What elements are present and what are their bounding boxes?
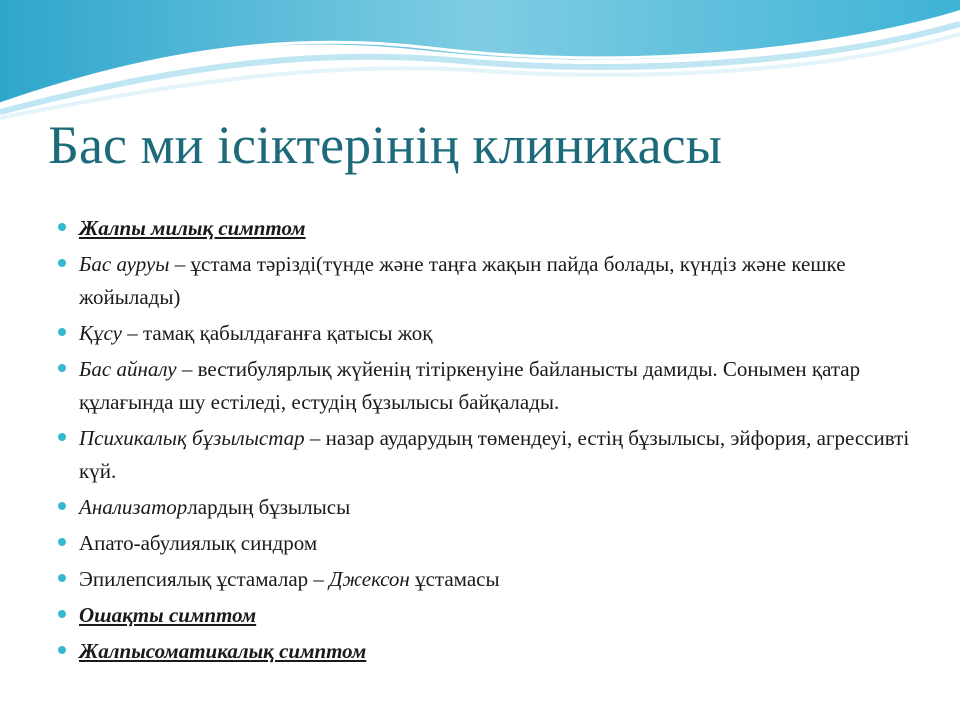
bullet-text: – вестибулярлық жүйенің тітіркенуіне байланысты дамиды. Сонымен қатар құлағында шу естіледі, естудің бұзылысы байқалады.	[79, 357, 861, 414]
bullet-text: Бас айналу	[79, 357, 177, 381]
bullet-dot-icon	[58, 433, 66, 441]
bullet-text: – ұстама тәрізді(түнде және таңға жақын пайда болады, күндіз және кешке жойылады)	[79, 252, 846, 309]
bullet-text: Жалпысоматикалық симптом	[79, 639, 367, 663]
bullet-dot-icon	[58, 574, 66, 582]
bullet-dot-icon	[58, 364, 66, 372]
bullet-dot-icon	[58, 646, 66, 654]
bullet-dot-icon	[58, 502, 66, 510]
bullet-item	[58, 599, 918, 632]
bullet-text: Эпилепсиялық ұстамалар –	[79, 567, 330, 591]
bullet-text: Жалпы милық симптом	[79, 216, 306, 240]
bullet-item	[58, 527, 918, 560]
bullet-text: Анализатор	[79, 495, 188, 519]
bullet-text: Джексон	[329, 567, 410, 591]
header-wave-decoration	[0, 0, 960, 120]
bullet-text: ұстамасы	[409, 567, 500, 591]
bullet-dot-icon	[58, 610, 66, 618]
slide-title: Бас ми ісіктерінің клиникасы	[48, 115, 722, 175]
bullet-item	[58, 422, 918, 488]
bullet-text: Ошақты симптом	[79, 603, 257, 627]
bullet-text: – тамақ қабылдағанға қатысы жоқ	[121, 321, 433, 345]
bullet-dot-icon	[58, 538, 66, 546]
bullet-item	[58, 212, 918, 245]
bullet-dot-icon	[58, 223, 66, 231]
bullet-dot-icon	[58, 259, 66, 267]
bullet-dot-icon	[58, 328, 66, 336]
bullet-item	[58, 563, 918, 596]
bullet-list	[58, 212, 918, 671]
bullet-text: Бас ауруы	[79, 252, 170, 276]
bullet-text: Апато-абулиялық синдром	[79, 531, 318, 555]
bullet-text: – назар аударудың төмендеуі, естің бұзылысы, эйфория, агрессивті күй.	[79, 426, 910, 483]
bullet-text: лардың бұзылысы	[187, 495, 351, 519]
bullet-item	[58, 491, 918, 524]
bullet-text: Құсу	[79, 321, 122, 345]
bullet-item	[58, 317, 918, 350]
bullet-item	[58, 248, 918, 314]
bullet-item	[58, 353, 918, 419]
bullet-item	[58, 635, 918, 668]
bullet-text: Психикалық бұзылыстар	[79, 426, 305, 450]
